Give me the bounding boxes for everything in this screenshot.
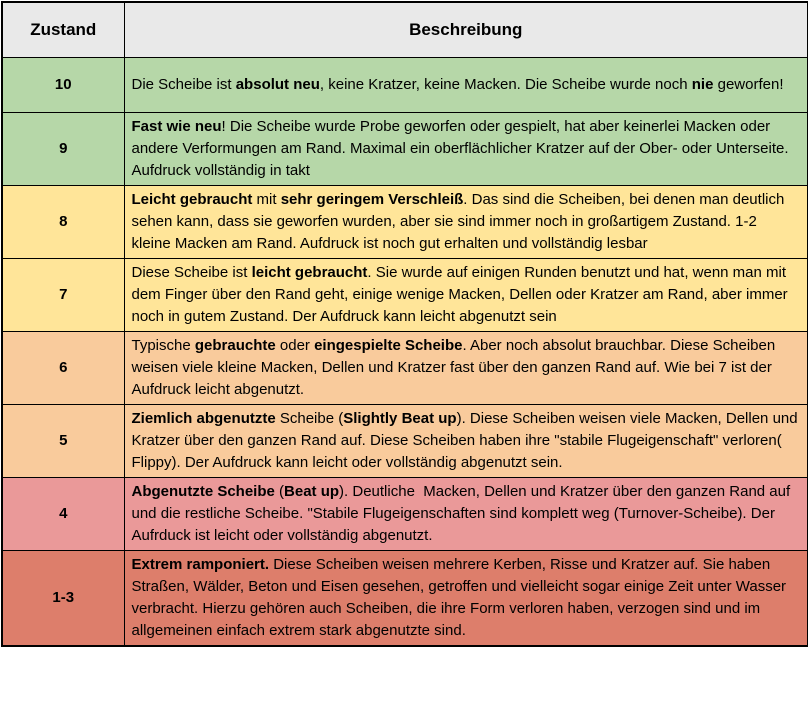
text-segment: Extrem ramponiert.: [131, 555, 270, 573]
text-segment: eingespielte Scheibe: [314, 336, 463, 354]
table-row: [2, 258, 808, 331]
table-row: [2, 550, 808, 646]
text-segment: mit: [252, 190, 281, 208]
condition-description: [124, 185, 808, 258]
condition-description: [124, 258, 808, 331]
text-segment: Diese Scheibe ist: [131, 263, 252, 281]
text-segment: Abgenutzte Scheibe: [131, 482, 275, 500]
condition-value: 5: [2, 404, 124, 477]
text-segment: Ziemlich abgenutzte: [131, 409, 276, 427]
condition-value: 9: [2, 112, 124, 185]
table-row: [2, 112, 808, 185]
condition-value: 1-3: [2, 550, 124, 646]
text-segment: absolut neu: [235, 75, 320, 93]
condition-description: [124, 477, 808, 550]
text-segment: . Das sind die Scheiben, bei denen man deutlich sehen kann, dass sie geworfen wurden, aber sie sind immer noch in großartigem Zustand. 1-2 kleine Macken am Rand. Aufdruck ist noch gut erhalten und vollständig lesbar: [131, 190, 789, 252]
text-segment: nie: [691, 75, 714, 93]
text-segment: Typische: [131, 336, 195, 354]
table-header: [2, 2, 808, 57]
table-row: [2, 57, 808, 112]
condition-value: 8: [2, 185, 124, 258]
table-row: [2, 477, 808, 550]
text-segment: Die Scheibe ist: [131, 75, 236, 93]
condition-value: 4: [2, 477, 124, 550]
condition-description: [124, 550, 808, 646]
header-row: [2, 2, 808, 57]
text-segment: oder: [275, 336, 315, 354]
condition-value: 6: [2, 331, 124, 404]
table-row: [2, 185, 808, 258]
text-segment: (: [274, 482, 285, 500]
condition-table: [1, 1, 808, 647]
condition-description: [124, 331, 808, 404]
condition-description: [124, 112, 808, 185]
text-segment: Slightly Beat up: [343, 409, 457, 427]
condition-value: 10: [2, 57, 124, 112]
text-segment: gebrauchte: [194, 336, 276, 354]
text-segment: geworfen!: [713, 75, 784, 93]
table-row: [2, 404, 808, 477]
column-header-beschreibung: Beschreibung: [124, 2, 808, 57]
text-segment: . Sie wurde auf einigen Runden benutzt und hat, wenn man mit dem Finger über den Rand geht, einige wenige Macken, Dellen oder Kratzer am Rand, aber immer noch in gutem Zustand. Der Aufdruck kann leicht abgenutzt sein: [131, 263, 792, 325]
text-segment: Diese Scheiben weisen mehrere Kerben, Risse und Kratzer auf. Sie haben Straßen, Wälder, Beton und Eisen gesehen, getroffen und vielleicht sogar einige Zeit unter Wasser verbracht. Hierzu gehören auch Scheiben, die ihre Form verloren haben, verzogen sind und im allgemeinen einfach extrem stark abgenutzte sind.: [131, 555, 791, 639]
condition-description: [124, 404, 808, 477]
text-segment: . Aber noch absolut brauchbar. Diese Scheiben weisen viele kleine Macken, Dellen und Kratzer fast über den ganzen Rand auf. Wie bei 7 ist der Aufdruck leicht abgenutzt.: [131, 336, 780, 398]
text-segment: Scheibe (: [275, 409, 344, 427]
text-segment: sehr geringem Verschleiß: [280, 190, 464, 208]
text-segment: Fast wie neu: [131, 117, 222, 135]
text-segment: Leicht gebraucht: [131, 190, 253, 208]
text-segment: leicht gebraucht: [251, 263, 368, 281]
text-segment: ). Deutliche Macken, Dellen und Kratzer über den ganzen Rand auf und die restliche Scheibe. "Stabile Flugeigenschaften sind komplett weg (Turnover-Scheibe). Der Aufrduck ist leicht oder vollständig abgenutzt.: [131, 482, 795, 544]
condition-value: 7: [2, 258, 124, 331]
text-segment: ! Die Scheibe wurde Probe geworfen oder gespielt, hat aber keinerlei Macken oder andere Verformungen am Rand. Maximal ein oberflächlicher Kratzer auf der Ober- oder Unterseite. Aufdruck vollständig in takt: [131, 117, 792, 179]
table-body: [2, 57, 808, 646]
text-segment: ). Diese Scheiben weisen viele Macken, Dellen und Kratzer über den ganzen Rand auf. Diese Scheiben haben ihre "stabile Flugeigenschaft" verloren( Flippy). Der Aufdruck kann leicht oder vollständig abgenutzt sein.: [131, 409, 802, 471]
table-row: [2, 331, 808, 404]
text-segment: , keine Kratzer, keine Macken. Die Scheibe wurde noch: [319, 75, 692, 93]
column-header-zustand: Zustand: [2, 2, 124, 57]
condition-description: [124, 57, 808, 112]
text-segment: Beat up: [284, 482, 340, 500]
